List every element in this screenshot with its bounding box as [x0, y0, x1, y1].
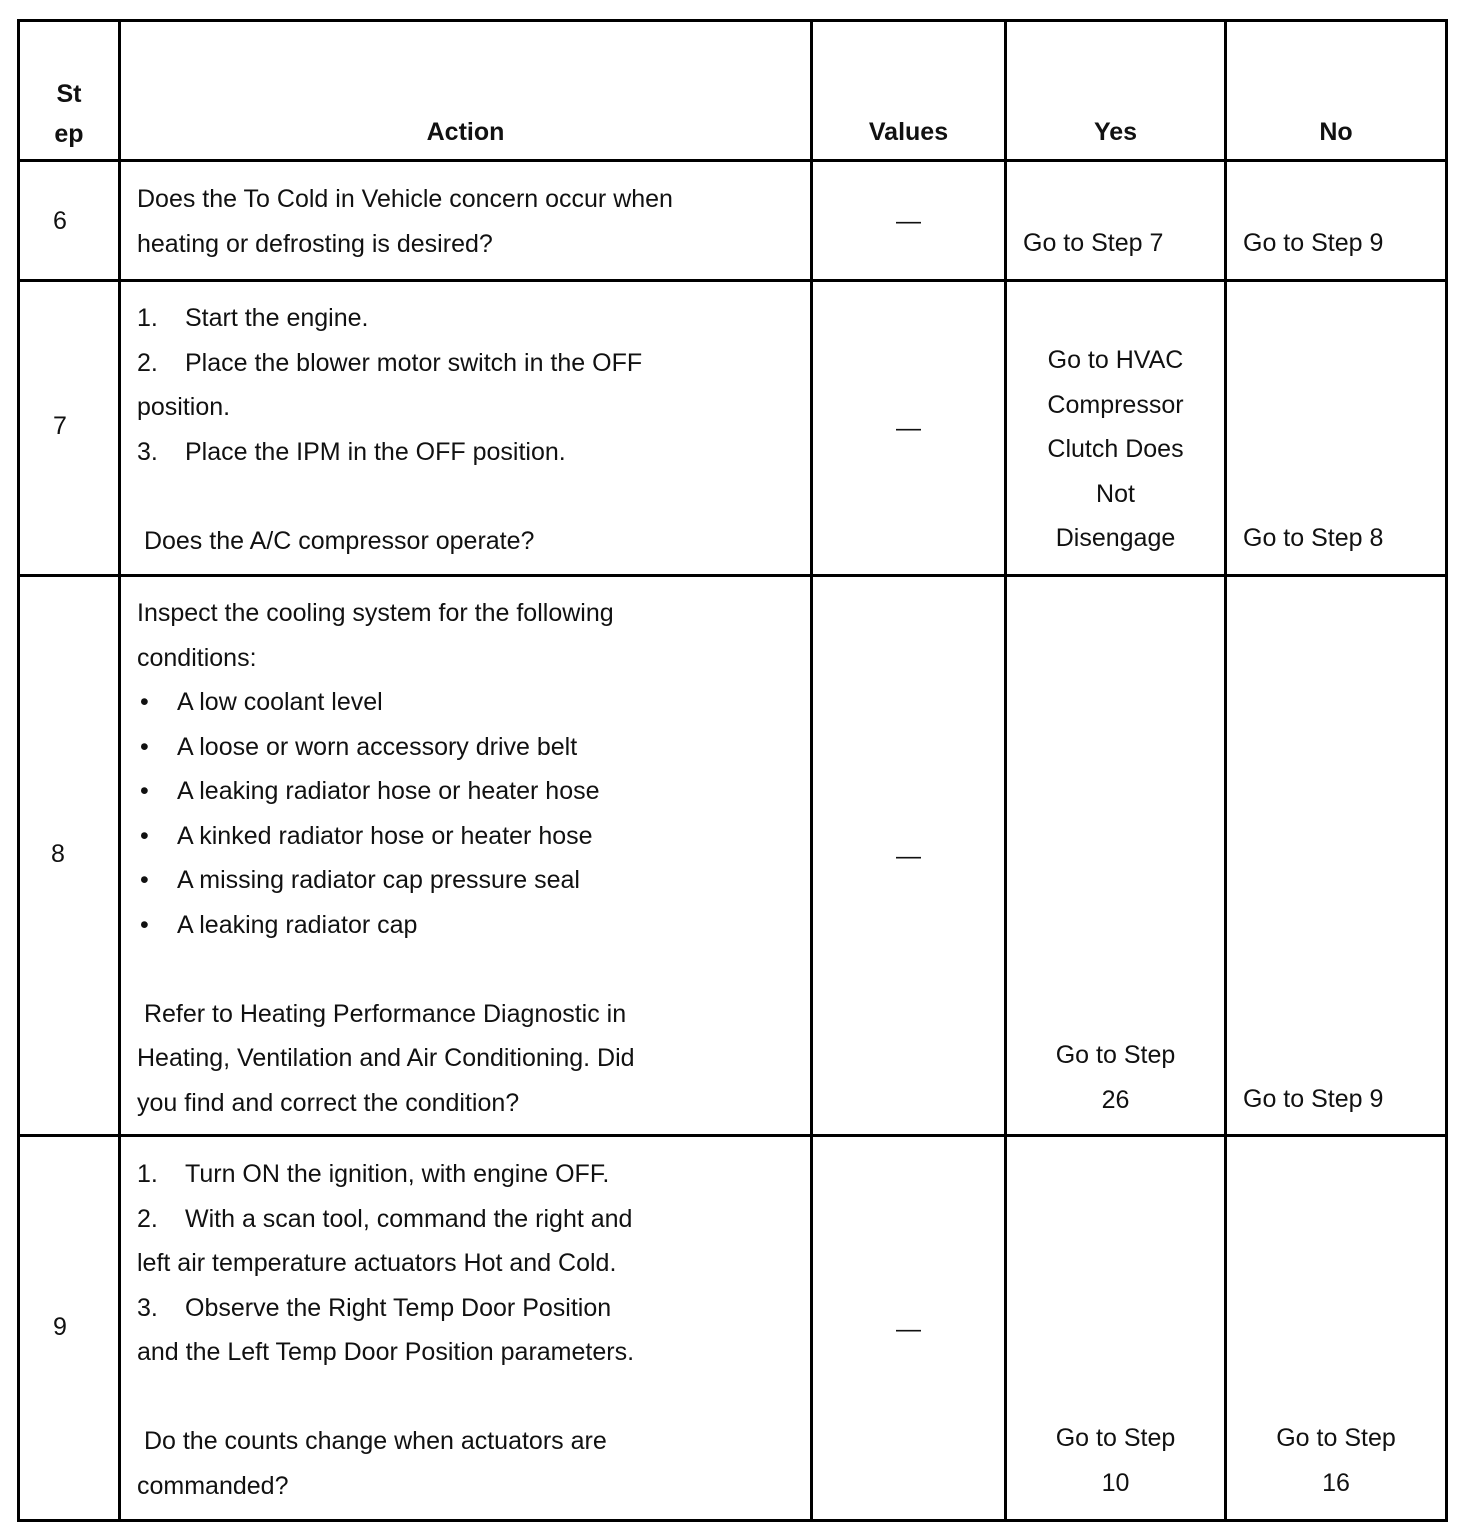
action-line: heating or defrosting is desired?: [137, 229, 493, 258]
bullet-icon: •: [140, 821, 149, 850]
action-line: Does the To Cold in Vehicle concern occur when: [137, 185, 673, 213]
value-dash: —: [896, 207, 921, 235]
header-no: No: [1319, 118, 1353, 146]
step-number: 6: [53, 207, 67, 235]
step-num: 1.: [137, 304, 158, 332]
action-line: [137, 296, 642, 341]
step-num: 3.: [137, 1293, 158, 1322]
action-text: [137, 1152, 634, 1508]
yes-line: Go to Step: [1055, 1041, 1176, 1069]
bullet-text: A loose or worn accessory drive belt: [177, 732, 578, 761]
action-line: conditions:: [137, 643, 257, 672]
bullet-text: A low coolant level: [177, 688, 383, 716]
header-step-line1: St: [56, 80, 82, 108]
blank-line: [137, 474, 642, 519]
bullet-item: [137, 903, 635, 948]
blank-line: [137, 1375, 634, 1420]
step-num: 2.: [137, 1204, 158, 1233]
yes-link[interactable]: [1007, 1033, 1224, 1122]
value-dash: —: [896, 414, 921, 442]
step-text: Place the blower motor switch in the OFF: [185, 348, 643, 377]
table-border-right: [1445, 19, 1448, 1522]
yes-line: Disengage: [1055, 524, 1176, 552]
bullet-text: A leaking radiator cap: [177, 910, 418, 939]
value-dash: —: [896, 842, 921, 870]
action-line: [137, 1286, 634, 1331]
yes-link[interactable]: [1023, 221, 1163, 266]
bullet-item: [137, 725, 635, 770]
table-border-top: [17, 19, 1448, 22]
no-line: Go to Step 9: [1243, 1085, 1384, 1113]
action-line: [137, 1152, 634, 1197]
diagnostic-table: [17, 19, 1449, 1522]
action-text: [137, 296, 642, 563]
step-text: Observe the Right Temp Door Position: [185, 1293, 612, 1322]
action-line: [137, 341, 642, 386]
step-number: 7: [53, 412, 67, 440]
action-text: [137, 591, 635, 1125]
action-line: Inspect the cooling system for the following: [137, 599, 614, 627]
bullet-item: [137, 769, 635, 814]
yes-line: Go to Step 7: [1023, 229, 1164, 257]
yes-line: Clutch Does: [1047, 435, 1184, 463]
bullet-icon: •: [140, 910, 149, 939]
yes-line: Go to Step: [1055, 1424, 1176, 1452]
no-line: Go to Step: [1276, 1424, 1396, 1452]
action-line: you find and correct the condition?: [137, 1088, 520, 1117]
row-divider: [17, 1134, 1448, 1137]
value-dash: —: [896, 1315, 921, 1343]
column-divider: [810, 19, 813, 1522]
yes-link[interactable]: [1007, 1416, 1224, 1505]
yes-line: 26: [1101, 1085, 1130, 1114]
bullet-text: A leaking radiator hose or heater hose: [177, 777, 600, 805]
column-divider: [118, 19, 121, 1522]
header-step: [20, 74, 118, 154]
no-link[interactable]: [1243, 1077, 1383, 1122]
no-link[interactable]: [1243, 516, 1383, 561]
action-line: Refer to Heating Performance Diagnostic in: [137, 999, 627, 1028]
bullet-text: A kinked radiator hose or heater hose: [177, 821, 593, 850]
yes-line: 10: [1101, 1468, 1130, 1497]
action-question: commanded?: [137, 1471, 289, 1500]
column-divider: [1004, 19, 1007, 1522]
step-number: 8: [51, 840, 65, 868]
no-line: Go to Step 8: [1243, 524, 1384, 552]
bullet-icon: •: [140, 732, 149, 761]
step-num: 1.: [137, 1160, 158, 1188]
bullet-item: [137, 814, 635, 859]
bullet-item: [137, 680, 635, 725]
bullet-icon: •: [140, 866, 149, 894]
yes-line: Not: [1096, 479, 1135, 508]
header-values: Values: [868, 118, 949, 146]
column-divider: [1224, 19, 1227, 1522]
bullet-icon: •: [140, 688, 149, 716]
action-line: [137, 1197, 634, 1242]
bullet-icon: •: [140, 777, 149, 805]
no-link[interactable]: [1227, 1416, 1445, 1505]
step-text: Turn ON the ignition, with engine OFF.: [185, 1160, 610, 1188]
step-text: Start the engine.: [185, 304, 369, 332]
action-line: and the Left Temp Door Position parameters.: [137, 1338, 635, 1366]
action-line: position.: [137, 393, 231, 421]
step-text: Place the IPM in the OFF position.: [185, 437, 566, 466]
bullet-item: [137, 858, 635, 903]
table-border-left: [17, 19, 20, 1522]
header-yes: Yes: [1093, 118, 1138, 146]
step-num: 3.: [137, 437, 158, 466]
bullet-text: A missing radiator cap pressure seal: [177, 866, 580, 894]
blank-line: [137, 947, 635, 992]
yes-line: Compressor: [1047, 390, 1184, 419]
header-action: Action: [426, 118, 505, 146]
action-line: left air temperature actuators Hot and Cold.: [137, 1249, 617, 1277]
header-step-line2: ep: [54, 120, 84, 148]
table-border-bottom: [17, 1519, 1448, 1522]
yes-line: Go to HVAC: [1047, 346, 1184, 374]
step-num: 2.: [137, 348, 158, 377]
action-line: [137, 430, 642, 475]
row-divider: [17, 279, 1448, 282]
no-link[interactable]: [1243, 221, 1383, 266]
action-question: Do the counts change when actuators are: [137, 1427, 607, 1455]
no-line: 16: [1322, 1468, 1350, 1497]
action-text: [137, 177, 673, 266]
no-line: Go to Step 9: [1243, 229, 1384, 257]
yes-link[interactable]: [1007, 338, 1224, 561]
row-divider: [17, 574, 1448, 577]
action-question: Does the A/C compressor operate?: [137, 526, 535, 555]
action-line: Heating, Ventilation and Air Conditioning. Did: [137, 1044, 635, 1072]
row-divider: [17, 159, 1448, 162]
step-number: 9: [53, 1313, 67, 1341]
step-text: With a scan tool, command the right and: [185, 1204, 633, 1233]
